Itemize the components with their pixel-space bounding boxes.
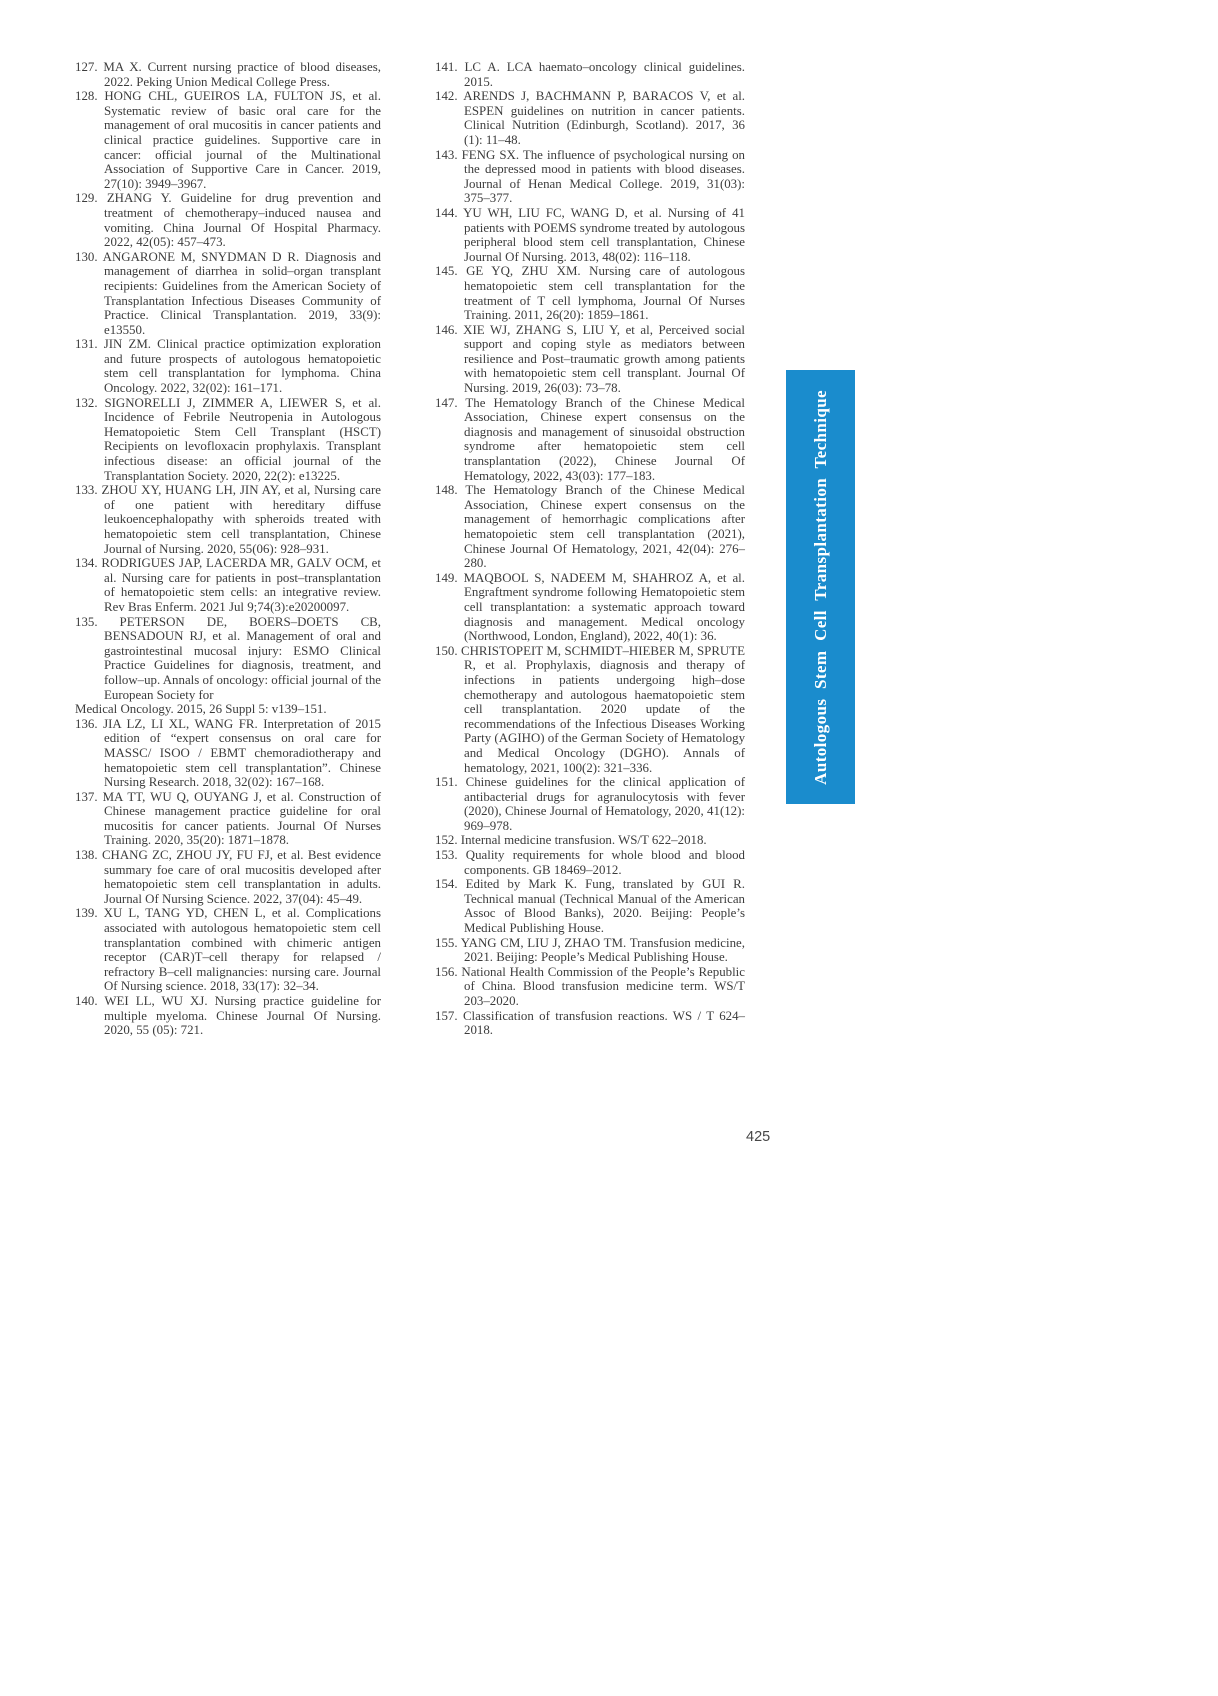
reference-text: Edited by Mark K. Fung, translated by GUI R. Technical manual (Technical Manual of the American Assoc of Blood Banks), 2020. Beijing: People’s Medical Publishing House. [464, 877, 745, 936]
reference-number: 141. [435, 60, 458, 74]
reference-item [435, 89, 745, 147]
reference-item [75, 848, 381, 906]
reference-text: ARENDS J, BACHMANN P, BARACOS V, et al. ESPEN guidelines on nutrition in cancer patients. Clinical Nutrition (Edinburgh, Scotland). 2017, 36 (1): 11–48. [463, 89, 745, 147]
reference-text: RODRIGUES JAP, LACERDA MR, GALV OCM, et al. Nursing care for patients in post–transplantation of hematopoietic stem cells: an integrative review. Rev Bras Enferm. 2021 Jul 9;74(3):e20200097. [101, 556, 381, 614]
reference-number: 147. [435, 395, 458, 410]
reference-item [435, 936, 745, 965]
reference-number: 138. [75, 848, 98, 863]
reference-text: CHRISTOPEIT M, SCHMIDT–HIEBER M, SPRUTE R, et al. Prophylaxis, diagnosis and therapy of infections in patients undergoing high–dose chemotherapy and autologous haematopoietic stem cell transplantation. 2020 update of the recommendations of the Infectious Diseases Working Party (AGIHO) of the German Society of Hematology and Medical Oncology (DGHO). Annals of hematology, 2021, 100(2): 321–336. [461, 643, 746, 775]
reference-item [75, 191, 381, 249]
reference-text: GE YQ, ZHU XM. Nursing care of autologous hematopoietic stem cell transplantation for the treatment of T cell lymphoma, Journal Of Nurses Training. 2011, 26(20): 1859–1861. [464, 264, 745, 323]
reference-text: Quality requirements for whole blood and blood components. GB 18469–2012. [464, 848, 745, 877]
reference-item [435, 848, 745, 877]
references-section [75, 60, 745, 1038]
reference-item [435, 396, 745, 484]
reference-item [435, 644, 745, 775]
reference-item [435, 965, 745, 1009]
reference-number: 156. [435, 964, 458, 979]
reference-item [75, 396, 381, 484]
reference-number: 133. [75, 483, 98, 498]
reference-text: HONG CHL, GUEIROS LA, FULTON JS, et al. Systematic review of basic oral care for the management of oral mucositis in cancer patients and clinical practice guidelines. Supportive care in cancer: official journal of the Multinational Association of Supportive Care in Cancer. 2019, 27(10): 3949–3967. [104, 89, 381, 191]
reference-text: The Hematology Branch of the Chinese Medical Association, Chinese expert consensus on the diagnosis and management of sinusoidal obstruction syndrome after hematopoietic stem cell transplantation (2022), Chinese Journal Of Hematology, 2022, 43(03): 177–183. [464, 395, 745, 483]
reference-text: Internal medicine transfusion. WS/T 622–2018. [460, 833, 707, 848]
reference-number: 153. [435, 848, 458, 863]
reference-number: 155. [435, 935, 458, 950]
reference-item [75, 906, 381, 994]
reference-continuation: Medical Oncology. 2015, 26 Suppl 5: v139–151. [75, 702, 327, 717]
reference-text: Chinese guidelines for the clinical application of antibacterial drugs for agranulocytosis with fever (2020), Chinese Journal of Hematology, 2020, 41(12): 969–978. [464, 775, 745, 833]
reference-text: FENG SX. The influence of psychological nursing on the depressed mood in patients with blood diseases. Journal of Henan Medical College. 2019, 31(03): 375–377. [461, 147, 745, 206]
reference-text: Classification of transfusion reactions. WS / T 624–2018. [462, 1008, 745, 1038]
reference-number: 143. [435, 147, 458, 162]
reference-item [435, 775, 745, 833]
reference-item [435, 60, 745, 89]
reference-item [75, 717, 381, 790]
reference-number: 150. [435, 643, 458, 658]
reference-item [75, 250, 381, 338]
reference-item [435, 323, 745, 396]
reference-item [75, 994, 381, 1038]
reference-number: 135. [75, 614, 98, 629]
reference-item [75, 89, 381, 191]
reference-number: 154. [435, 877, 458, 892]
reference-text: ZHANG Y. Guideline for drug prevention and treatment of chemotherapy–induced nausea and vomiting. China Journal Of Hospital Pharmacy. 2022, 42(05): 457–473. [104, 191, 381, 250]
reference-number: 149. [435, 570, 458, 585]
reference-text: JIN ZM. Clinical practice optimization exploration and future prospects of autologous hematopoietic stem cell transplantation for lymphoma. China Oncology. 2022, 32(02): 161–171. [103, 337, 381, 396]
reference-item [435, 264, 745, 322]
reference-item [435, 206, 745, 264]
reference-text: WEI LL, WU XJ. Nursing practice guideline for multiple myeloma. Chinese Journal Of Nursing. 2020, 55 (05): 721. [104, 994, 381, 1038]
reference-text: JIA LZ, LI XL, WANG FR. Interpretation of 2015 edition of “expert consensus on oral care for MASSC/ ISOO / EBMT chemoradiotherapy and hematopoietic stem cell transplantation”. Chinese Nursing Research. 2018, 32(02): 167–168. [103, 716, 381, 790]
reference-number: 130. [75, 249, 98, 264]
page-number: 425 [746, 1129, 771, 1145]
reference-number: 140. [75, 994, 98, 1008]
reference-item [435, 877, 745, 935]
reference-item [435, 483, 745, 571]
reference-text: XIE WJ, ZHANG S, LIU Y, et al, Perceived social support and coping style as mediators between resilience and Post–traumatic growth among patients with hematopoietic stem cell transplant. Journal Of Nursing. 2019, 26(03): 73–78. [463, 322, 745, 396]
reference-text: MA TT, WU Q, OUYANG J, et al. Construction of Chinese management practice guideline for oral mucositis for cancer patients. Journal Of Nurses Training. 2020, 35(20): 1871–1878. [102, 789, 381, 848]
reference-item [435, 148, 745, 206]
reference-item [435, 833, 745, 848]
reference-item [75, 615, 381, 703]
reference-number: 146. [435, 322, 458, 337]
references-column-right [435, 60, 745, 1038]
reference-item [75, 337, 381, 395]
chapter-tab [786, 370, 855, 804]
reference-text: YU WH, LIU FC, WANG D, et al. Nursing of 41 patients with POEMS syndrome treated by autologous peripheral blood stem cell transplantation, Chinese Journal Of Nursing. 2013, 48(02): 116–118. [463, 205, 745, 264]
reference-number: 152. [435, 833, 458, 848]
reference-text: XU L, TANG YD, CHEN L, et al. Complications associated with autologous hematopoietic stem cell transplantation combined with chimeric antigen receptor (CAR)T–cell therapy for relapsed / refractory B–cell malignancies: nursing care. Journal Of Nursing science. 2018, 33(17): 32–34. [103, 906, 381, 994]
reference-number: 129. [75, 191, 98, 206]
reference-number: 137. [75, 789, 98, 804]
reference-item [75, 556, 381, 614]
reference-number: 148. [435, 483, 458, 498]
reference-number: 157. [435, 1008, 458, 1023]
reference-text: CHANG ZC, ZHOU JY, FU FJ, et al. Best evidence summary foe care of oral mucositis developed after hematopoietic stem cell transplantation in adults. Journal Of Nursing Science. 2022, 37(04): 45–49. [101, 848, 381, 906]
reference-item [75, 483, 381, 556]
reference-text: ZHOU XY, HUANG LH, JIN AY, et al, Nursing care of one patient with hereditary diffuse leukoencephalopathy with spheroids treated with hematopoietic stem cell transplantation, Chinese Journal of Nursing. 2020, 55(06): 928–931. [101, 483, 381, 556]
reference-text: YANG CM, LIU J, ZHAO TM. Transfusion medicine, 2021. Beijing: People’s Medical Publishing House. [460, 935, 745, 965]
reference-text: MA X. Current nursing practice of blood diseases, 2022. Peking Union Medical College Press. [103, 60, 381, 89]
reference-text: National Health Commission of the People’s Republic of China. Blood transfusion medicine term. WS/T 203–2020. [461, 964, 745, 1008]
reference-item [75, 790, 381, 848]
reference-number: 131. [75, 337, 98, 352]
reference-number: 142. [435, 89, 458, 104]
reference-text: ANGARONE M, SNYDMAN D R. Diagnosis and management of diarrhea in solid–organ transplant recipients: Guidelines from the American Society of Transplantation Infectious Diseases Community of Practice. Clinical Transplantation. 2019, 33(9): e13550. [102, 249, 381, 337]
reference-number: 127. [75, 60, 98, 74]
reference-text: SIGNORELLI J, ZIMMER A, LIEWER S, et al. Incidence of Febrile Neutropenia in Autologous Hematopoietic Stem Cell Transplant (HSCT) Recipients on levofloxacin prophylaxis. Transplant infectious disease: an official journal of the Transplantation Society. 2020, 22(2): e13225. [104, 395, 381, 483]
reference-text: LC A. LCA haemato–oncology clinical guidelines. 2015. [464, 60, 745, 89]
reference-number: 145. [435, 264, 458, 279]
reference-number: 151. [435, 775, 458, 790]
reference-item [435, 571, 745, 644]
reference-number: 144. [435, 205, 458, 220]
reference-item [435, 1009, 745, 1038]
reference-text: The Hematology Branch of the Chinese Medical Association, Chinese expert consensus on the management of hemorrhagic complications after hematopoietic stem cell transplantation (2021), Chinese Journal Of Hematology, 2021, 42(04): 276–280. [464, 483, 745, 571]
reference-number: 139. [75, 906, 98, 921]
reference-text: MAQBOOL S, NADEEM M, SHAHROZ A, et al. Engraftment syndrome following Hematopoietic stem cell transplantation: a systematic approach toward diagnosis and management. Medical oncology (Northwood, London, England), 2022, 40(1): 36. [463, 570, 745, 644]
reference-number: 136. [75, 716, 98, 731]
reference-number: 134. [75, 556, 98, 571]
reference-text: PETERSON DE, BOERS–DOETS CB, BENSADOUN RJ, et al. Management of oral and gastrointestinal mucosal injury: ESMO Clinical Practice Guidelines for diagnosis, treatment, and follow–up. Annals of oncology: official journal of the European Society for [104, 614, 381, 702]
reference-number: 132. [75, 395, 98, 410]
reference-number: 128. [75, 89, 98, 104]
reference-item [75, 60, 381, 89]
references-column-left [75, 60, 381, 1038]
chapter-tab-label: Autologous Stem Cell Transplantation Technique [810, 389, 830, 785]
